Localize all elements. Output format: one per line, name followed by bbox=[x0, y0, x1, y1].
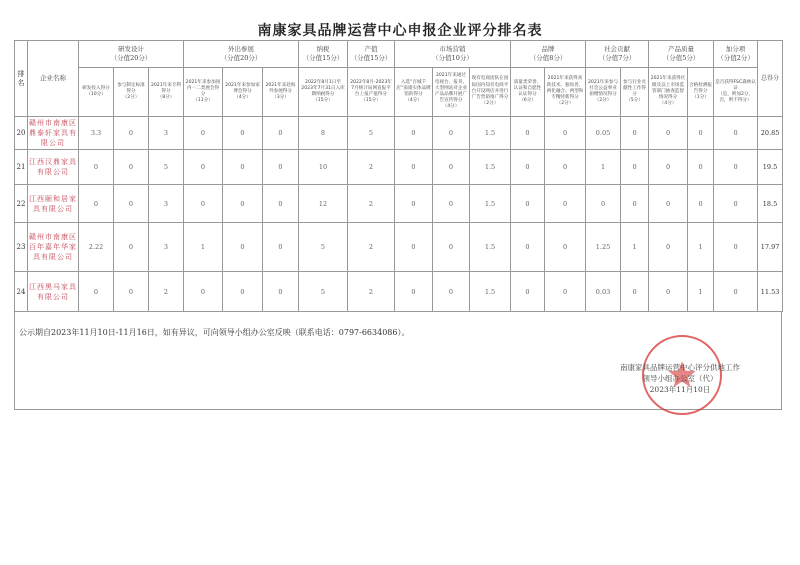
score-cell: 0 bbox=[79, 272, 114, 312]
score-cell: 3 bbox=[149, 223, 184, 272]
header-group bbox=[79, 41, 184, 68]
subcolumn-label: 2021年来参加家博会得分 bbox=[225, 82, 260, 94]
group-score: （分值15分） bbox=[302, 54, 344, 62]
score-cell: 0 bbox=[621, 272, 649, 312]
header-subcolumn bbox=[470, 68, 511, 117]
score-cell: 5 bbox=[149, 150, 184, 185]
header-subcolumn bbox=[263, 68, 299, 117]
group-label: 加分项 bbox=[725, 45, 746, 53]
group-score: （分值20分） bbox=[220, 54, 262, 62]
signature-block bbox=[560, 362, 800, 395]
score-cell: 0 bbox=[223, 185, 263, 223]
total-score: 20.85 bbox=[758, 117, 783, 150]
score-cell: 8 bbox=[299, 117, 348, 150]
subcolumn-score: （10分） bbox=[86, 92, 106, 97]
score-cell: 0 bbox=[114, 223, 149, 272]
score-cell: 0 bbox=[433, 185, 470, 223]
subcolumn-score: （3分） bbox=[272, 95, 289, 101]
header-subcolumn bbox=[621, 68, 649, 117]
signature-office: 领导小组办公室（代） bbox=[642, 374, 718, 383]
subcolumn-label: 现有电商团队在国际国内知名电商平台开设网店并进行广告营销推广得分 bbox=[471, 76, 509, 101]
header-group bbox=[511, 41, 586, 68]
header-rank: 排名 bbox=[15, 41, 28, 117]
header-total: 总得分 bbox=[758, 41, 783, 117]
score-cell: 1.5 bbox=[470, 185, 511, 223]
score-cell: 5 bbox=[299, 272, 348, 312]
rank-cell: 20 bbox=[15, 117, 28, 150]
subcolumn-score: （5分） bbox=[626, 98, 643, 104]
score-cell: 0 bbox=[395, 117, 433, 150]
group-label: 研发设计 bbox=[118, 45, 144, 53]
group-label: 产品质量 bbox=[668, 45, 695, 53]
score-cell: 0 bbox=[714, 150, 758, 185]
score-cell: 0 bbox=[184, 117, 223, 150]
subcolumn-score: （2分） bbox=[556, 101, 574, 107]
score-cell: 0 bbox=[688, 117, 714, 150]
page-title: 南康家具品牌运营中心申报企业评分排名表 bbox=[257, 23, 543, 39]
score-cell: 0 bbox=[545, 150, 586, 185]
score-cell: 0 bbox=[184, 150, 223, 185]
group-label: 外出参展 bbox=[228, 45, 254, 53]
score-cell: 0 bbox=[545, 117, 586, 150]
header-group bbox=[348, 41, 395, 68]
score-cell: 1.5 bbox=[470, 223, 511, 272]
group-label: 市场营销 bbox=[439, 45, 466, 53]
subcolumn-score: （15分） bbox=[361, 98, 381, 104]
score-cell: 0 bbox=[649, 150, 688, 185]
score-cell: 0 bbox=[545, 223, 586, 272]
company-name: 江西黑马家具有限公司 bbox=[28, 272, 79, 312]
score-cell: 0 bbox=[714, 185, 758, 223]
group-score: （分值8分） bbox=[529, 54, 567, 62]
header-group bbox=[714, 41, 758, 68]
header-subcolumn bbox=[395, 68, 433, 117]
header-group bbox=[586, 41, 649, 68]
subcolumn-score: （4分） bbox=[405, 98, 422, 104]
subcolumn-score: （4分） bbox=[659, 101, 677, 107]
subcolumn-score: （6分） bbox=[519, 98, 536, 104]
score-cell: 0 bbox=[511, 117, 545, 150]
score-cell: 0 bbox=[621, 185, 649, 223]
score-cell: 0.03 bbox=[586, 272, 621, 312]
score-cell: 1 bbox=[688, 223, 714, 272]
score-cell: 3.3 bbox=[79, 117, 114, 150]
score-cell: 3 bbox=[149, 185, 184, 223]
header-subcolumn bbox=[545, 68, 586, 117]
score-cell: 0 bbox=[649, 223, 688, 272]
subcolumn-label: 是否获得FSC森林认证 bbox=[715, 79, 756, 91]
score-cell: 10 bbox=[299, 150, 348, 185]
score-cell: 0 bbox=[114, 272, 149, 312]
header-subcolumn bbox=[714, 68, 758, 117]
score-cell: 0 bbox=[545, 185, 586, 223]
subcolumn-label: 2021年来专利得分 bbox=[150, 82, 182, 94]
score-cell: 0 bbox=[433, 150, 470, 185]
score-cell: 2 bbox=[348, 185, 395, 223]
score-cell: 0 bbox=[184, 272, 223, 312]
subcolumn-score: （2分） bbox=[481, 101, 499, 107]
subcolumn-label: 2021年来获得高新技术、独角兽、两化融合、两型和专精特新得分 bbox=[546, 76, 584, 101]
score-cell: 0 bbox=[223, 117, 263, 150]
total-score: 18.5 bbox=[758, 185, 783, 223]
header-subcolumn bbox=[348, 68, 395, 117]
score-cell: 0 bbox=[649, 117, 688, 150]
score-cell: 0 bbox=[511, 185, 545, 223]
subcolumn-label: 参与制定标准得分 bbox=[117, 82, 145, 94]
score-cell: 1.5 bbox=[470, 117, 511, 150]
group-label: 品牌 bbox=[541, 45, 555, 53]
header-group bbox=[184, 41, 299, 68]
rank-cell: 21 bbox=[15, 150, 28, 185]
score-cell: 0 bbox=[395, 272, 433, 312]
score-cell: 1 bbox=[586, 150, 621, 185]
score-cell: 0 bbox=[649, 185, 688, 223]
subcolumn-label: 2021年来参与社会公益事业捐赠情况得分 bbox=[587, 79, 619, 97]
subcolumn-score: （2分） bbox=[594, 98, 612, 104]
score-cell: 0 bbox=[586, 185, 621, 223]
score-cell: 0 bbox=[223, 223, 263, 272]
score-cell: 1 bbox=[621, 223, 649, 272]
rank-cell: 22 bbox=[15, 185, 28, 223]
header-group bbox=[299, 41, 348, 68]
total-score: 19.5 bbox=[758, 150, 783, 185]
subcolumn-score: （8分） bbox=[157, 95, 175, 101]
score-cell: 2 bbox=[149, 272, 184, 312]
subcolumn-label: 参与行业贡献性工作得分 bbox=[623, 79, 647, 97]
score-cell: 5 bbox=[348, 117, 395, 150]
score-cell: 0 bbox=[395, 223, 433, 272]
header-subcolumn bbox=[299, 68, 348, 117]
score-cell: 0 bbox=[263, 185, 299, 223]
group-score: （分值10分） bbox=[432, 54, 473, 62]
header-subcolumn bbox=[114, 68, 149, 117]
score-cell: 0 bbox=[263, 117, 299, 150]
group-label: 社会贡献 bbox=[604, 45, 631, 53]
header-subcolumn bbox=[184, 68, 223, 117]
total-score: 11.53 bbox=[758, 272, 783, 312]
score-cell: 0 bbox=[184, 185, 223, 223]
group-score: （分值15分） bbox=[350, 54, 392, 62]
score-cell: 0 bbox=[545, 272, 586, 312]
subcolumn-label: 合格检测报告得分 bbox=[689, 82, 713, 94]
score-cell: 5 bbox=[299, 223, 348, 272]
group-score: （分值2分） bbox=[717, 54, 754, 62]
score-cell: 1 bbox=[688, 272, 714, 312]
notice-text: 公示期自2023年11月10日-11月16日，如有异议，可向领导小组办公室反映（联系电话：0797-6634086）。 bbox=[19, 328, 410, 337]
subcolumn-score: （4分） bbox=[234, 95, 251, 101]
score-cell: 0 bbox=[688, 150, 714, 185]
score-cell: 0 bbox=[433, 272, 470, 312]
score-cell: 2 bbox=[348, 272, 395, 312]
group-score: （分值20分） bbox=[110, 54, 152, 62]
score-cell: 1.25 bbox=[586, 223, 621, 272]
score-cell: 0 bbox=[395, 150, 433, 185]
score-cell: 2.22 bbox=[79, 223, 114, 272]
total-score: 17.97 bbox=[758, 223, 783, 272]
score-cell: 0 bbox=[688, 185, 714, 223]
subcolumn-score: （15分） bbox=[313, 98, 333, 104]
table-row bbox=[15, 185, 783, 223]
score-cell: 1 bbox=[184, 223, 223, 272]
rank-cell: 23 bbox=[15, 223, 28, 272]
group-label: 产值 bbox=[364, 45, 378, 53]
subcolumn-label: 质量类荣誉，认证和自愿性认证得分 bbox=[513, 79, 542, 97]
score-cell: 0 bbox=[649, 272, 688, 312]
header-group bbox=[649, 41, 714, 68]
subcolumn-label: 2022年8月1日至2023年7月31日入库期纳税得分 bbox=[301, 79, 345, 97]
group-label: 纳税 bbox=[316, 45, 330, 53]
score-cell: 0 bbox=[263, 150, 299, 185]
rank-cell: 24 bbox=[15, 272, 28, 312]
signature-org: 南康家具品牌运营中心评分供地工作 bbox=[620, 363, 740, 372]
subcolumn-score: （1分） bbox=[692, 95, 709, 101]
score-cell: 1.5 bbox=[470, 272, 511, 312]
header-subcolumn bbox=[688, 68, 714, 117]
header-group bbox=[395, 41, 511, 68]
score-table bbox=[14, 40, 783, 312]
score-cell: 12 bbox=[299, 185, 348, 223]
score-cell: 0 bbox=[395, 185, 433, 223]
score-cell: 0 bbox=[621, 117, 649, 150]
score-cell: 0 bbox=[114, 150, 149, 185]
company-name: 赣州市南康区鼎泰轩家具有限公司 bbox=[28, 117, 79, 150]
score-cell: 0 bbox=[511, 150, 545, 185]
table-row bbox=[15, 117, 783, 150]
signature-date: 2023年11月10日 bbox=[649, 385, 711, 394]
header-subcolumn bbox=[511, 68, 545, 117]
subcolumn-label: 2021年来赴海外参展得分 bbox=[265, 82, 296, 94]
header-company: 企业名称 bbox=[28, 41, 79, 117]
header-subcolumn bbox=[79, 68, 114, 117]
score-cell: 0 bbox=[714, 223, 758, 272]
group-score: （分值5分） bbox=[662, 54, 700, 62]
subcolumn-score: （是，则加2分，否，则不得分） bbox=[718, 92, 754, 104]
score-cell: 0 bbox=[263, 272, 299, 312]
score-cell: 0 bbox=[433, 223, 470, 272]
subcolumn-label: 2021年来通过电视台、报刊、大型网站对企业产品品牌开展广告宣传得分 bbox=[434, 73, 468, 104]
score-cell: 0 bbox=[114, 117, 149, 150]
subcolumn-label: 2021年来参加国内一二类展会得分 bbox=[185, 79, 221, 97]
score-cell: 0 bbox=[263, 223, 299, 272]
subcolumn-label: 2022年8月-2023年7月统计局网直报平台上报产值得分 bbox=[350, 79, 392, 97]
score-cell: 0 bbox=[714, 272, 758, 312]
header-subcolumn bbox=[649, 68, 688, 117]
subcolumn-label: 2021年来获得区级及以上市场监管部门抽查监督情况得分 bbox=[650, 76, 686, 101]
group-score: （分值7分） bbox=[598, 54, 636, 62]
score-cell: 0 bbox=[433, 117, 470, 150]
score-cell: 0 bbox=[511, 272, 545, 312]
header-subcolumn bbox=[149, 68, 184, 117]
header-subcolumn bbox=[223, 68, 263, 117]
score-cell: 0 bbox=[79, 185, 114, 223]
score-cell: 0.05 bbox=[586, 117, 621, 150]
score-cell: 0 bbox=[223, 150, 263, 185]
score-cell: 0 bbox=[621, 150, 649, 185]
score-cell: 2 bbox=[348, 150, 395, 185]
score-cell: 2 bbox=[348, 223, 395, 272]
subcolumn-label: 研发投入得分 bbox=[82, 85, 110, 91]
score-cell: 0 bbox=[714, 117, 758, 150]
table-row bbox=[15, 150, 783, 185]
score-cell: 1.5 bbox=[470, 150, 511, 185]
score-cell: 0 bbox=[223, 272, 263, 312]
subcolumn-score: （11分） bbox=[193, 98, 213, 104]
score-cell: 0 bbox=[79, 150, 114, 185]
table-row bbox=[15, 223, 783, 272]
company-name: 赣州市南康区百年嘉年华家具有限公司 bbox=[28, 223, 79, 272]
header-subcolumn bbox=[433, 68, 470, 117]
company-name: 江西颐和居家具有限公司 bbox=[28, 185, 79, 223]
subcolumn-score: （4分） bbox=[442, 104, 460, 110]
table-row bbox=[15, 272, 783, 312]
company-name: 江西汉鼎家具有限公司 bbox=[28, 150, 79, 185]
score-cell: 0 bbox=[511, 223, 545, 272]
header-subcolumn bbox=[586, 68, 621, 117]
score-cell: 0 bbox=[114, 185, 149, 223]
subcolumn-score: （2分） bbox=[122, 95, 140, 101]
subcolumn-label: 入选“百城千店”南康实体品牌馆的得分 bbox=[396, 79, 431, 97]
score-cell: 3 bbox=[149, 117, 184, 150]
